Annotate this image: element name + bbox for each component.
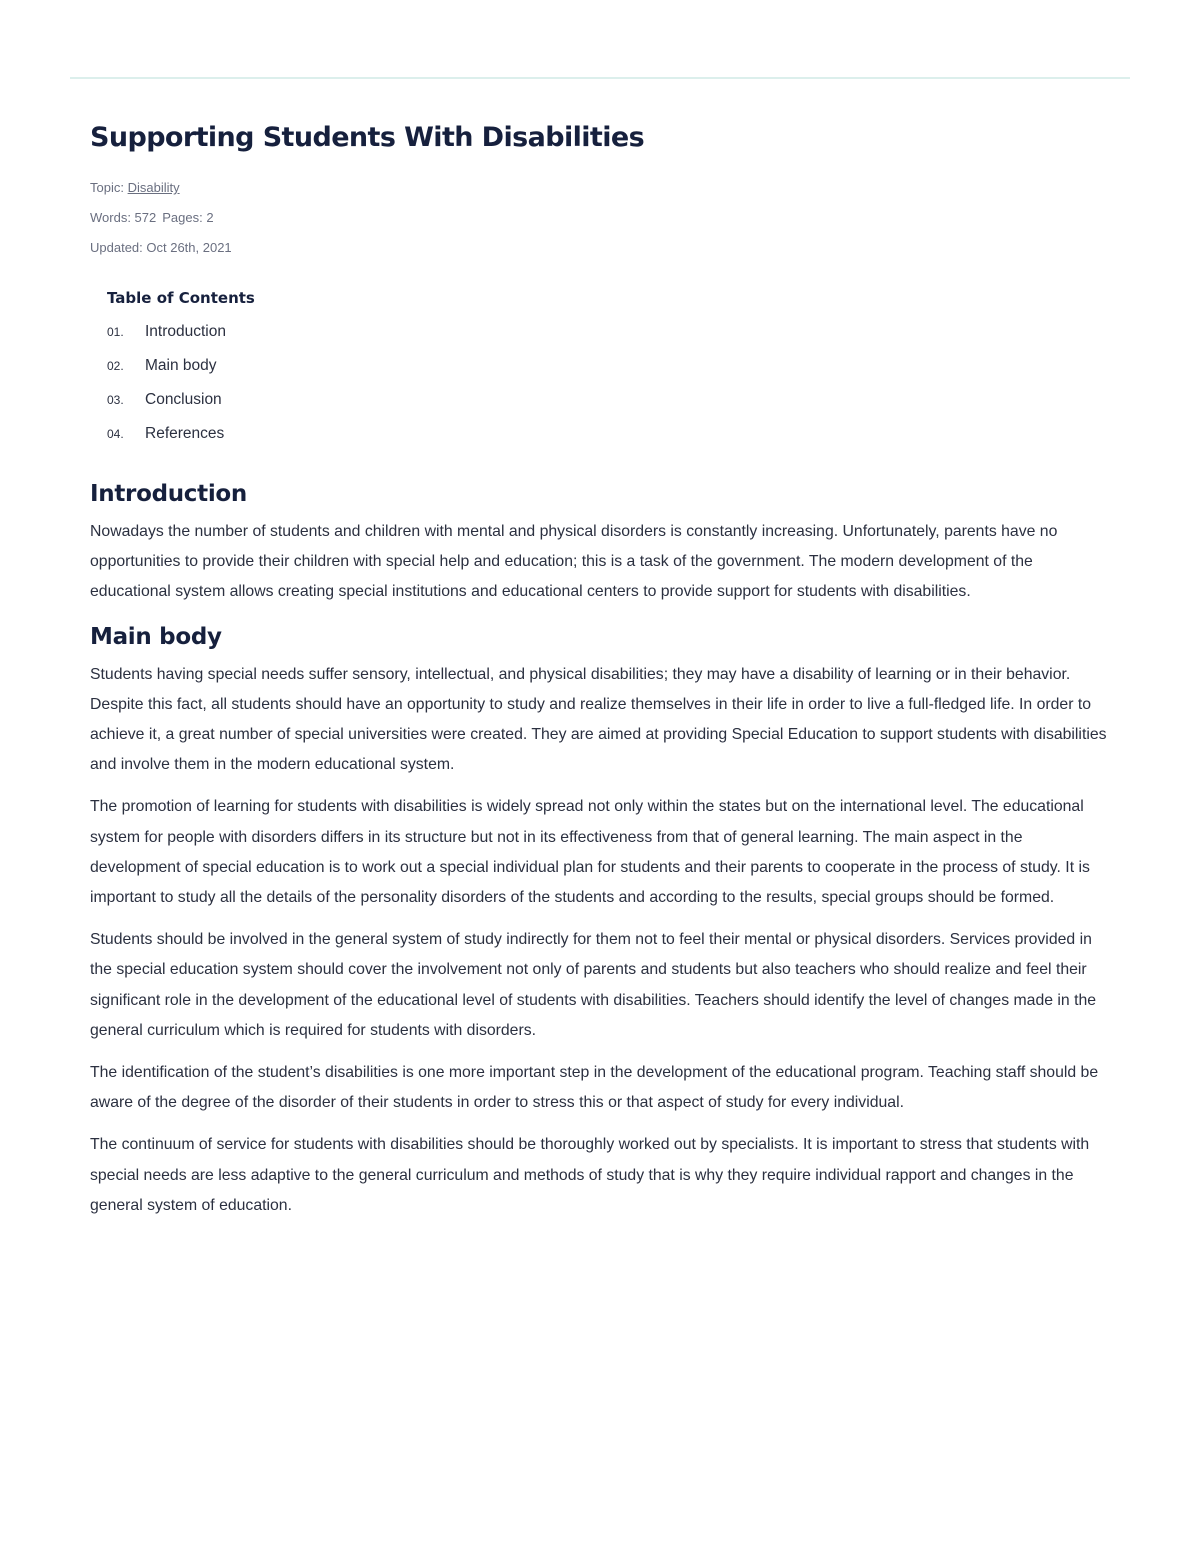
page-title: Supporting Students With Disabilities — [90, 122, 645, 153]
toc-item-references[interactable] — [107, 417, 1112, 451]
toc-item-main-body[interactable] — [107, 349, 1112, 383]
toc-item-introduction[interactable] — [107, 315, 1112, 349]
section-main-body — [90, 620, 1112, 1221]
topic-link[interactable]: Disability — [127, 180, 180, 195]
updated-date: Updated: Oct 26th, 2021 — [90, 240, 232, 255]
toc-link-conclusion[interactable]: Conclusion — [145, 391, 222, 408]
document-page — [90, 118, 1112, 1233]
paragraph: Students having special needs suffer sensory, intellectual, and physical disabilities; they may have a disability of learning or in their behavior. Despite this fact, all students should have an opportunity to study and realize themselves in their life in order to live a full-fledged life. In order to achieve it, a great number of special universities were created. They are aimed at providing Special Education to support students with disabilities and involve them in the modern educational system. — [90, 665, 1107, 774]
paragraph: The identification of the student’s disabilities is one more important step in the development of the educational program. Teaching staff should be aware of the degree of the disorder of their students in order to stress this or that aspect of study for every individual. — [90, 1064, 1099, 1112]
toc-number: 04. — [107, 427, 124, 441]
toc-link-introduction[interactable]: Introduction — [145, 323, 226, 340]
toc-number: 03. — [107, 393, 124, 407]
word-count: Words: 572 — [90, 210, 157, 225]
topic-label: Topic: — [90, 180, 124, 195]
paragraph: Students should be involved in the general system of study indirectly for them not to feel their mental or physical disorders. Services provided in the special education system should cover the involvement not only of parents and students but also teachers who should realize and feel their significant role in the development of the educational level of students with disabilities. Teachers should identify the level of changes made in the general curriculum which is required for students with disorders. — [90, 931, 1097, 1039]
toc-title: Table of Contents — [107, 289, 255, 307]
toc-link-references[interactable]: References — [145, 425, 225, 442]
paragraph: The promotion of learning for students with disabilities is widely spread not only within the states but on the international level. The educational system for people with disorders differs in its structure but not in its effectiveness from that of general learning. The main aspect in the development of special education is to work out a special individual plan for students and their parents to cooperate in the process of study. It is important to study all the details of the personality disorders of the students and according to the results, special groups should be formed. — [90, 798, 1090, 907]
paragraph: Nowadays the number of students and children with mental and physical disorders is constantly increasing. Unfortunately, parents have no opportunities to provide their children with special help and education; this is a task of the government. The modern development of the educational system allows creating special institutions and educational centers to provide support for students with disabilities. — [90, 523, 1058, 601]
toc-item-conclusion[interactable] — [107, 383, 1112, 417]
table-of-contents — [107, 287, 1112, 451]
toc-list — [107, 315, 1112, 451]
top-divider — [70, 77, 1130, 79]
toc-number: 02. — [107, 359, 124, 373]
stats-line — [90, 203, 1112, 233]
paragraph: The continuum of service for students with disabilities should be thoroughly worked out by specialists. It is important to stress that students with special needs are less adaptive to the general curriculum and methods of study that is why they require individual rapport and changes in the general system of education. — [90, 1136, 1090, 1214]
section-introduction — [90, 477, 1112, 608]
section-heading-introduction: Introduction — [90, 481, 247, 507]
document-meta — [90, 173, 1112, 263]
page-count: Pages: 2 — [162, 210, 214, 225]
topic-line — [90, 173, 1112, 203]
section-heading-main-body: Main body — [90, 623, 222, 650]
toc-number: 01. — [107, 325, 124, 339]
toc-link-main-body[interactable]: Main body — [145, 357, 217, 374]
